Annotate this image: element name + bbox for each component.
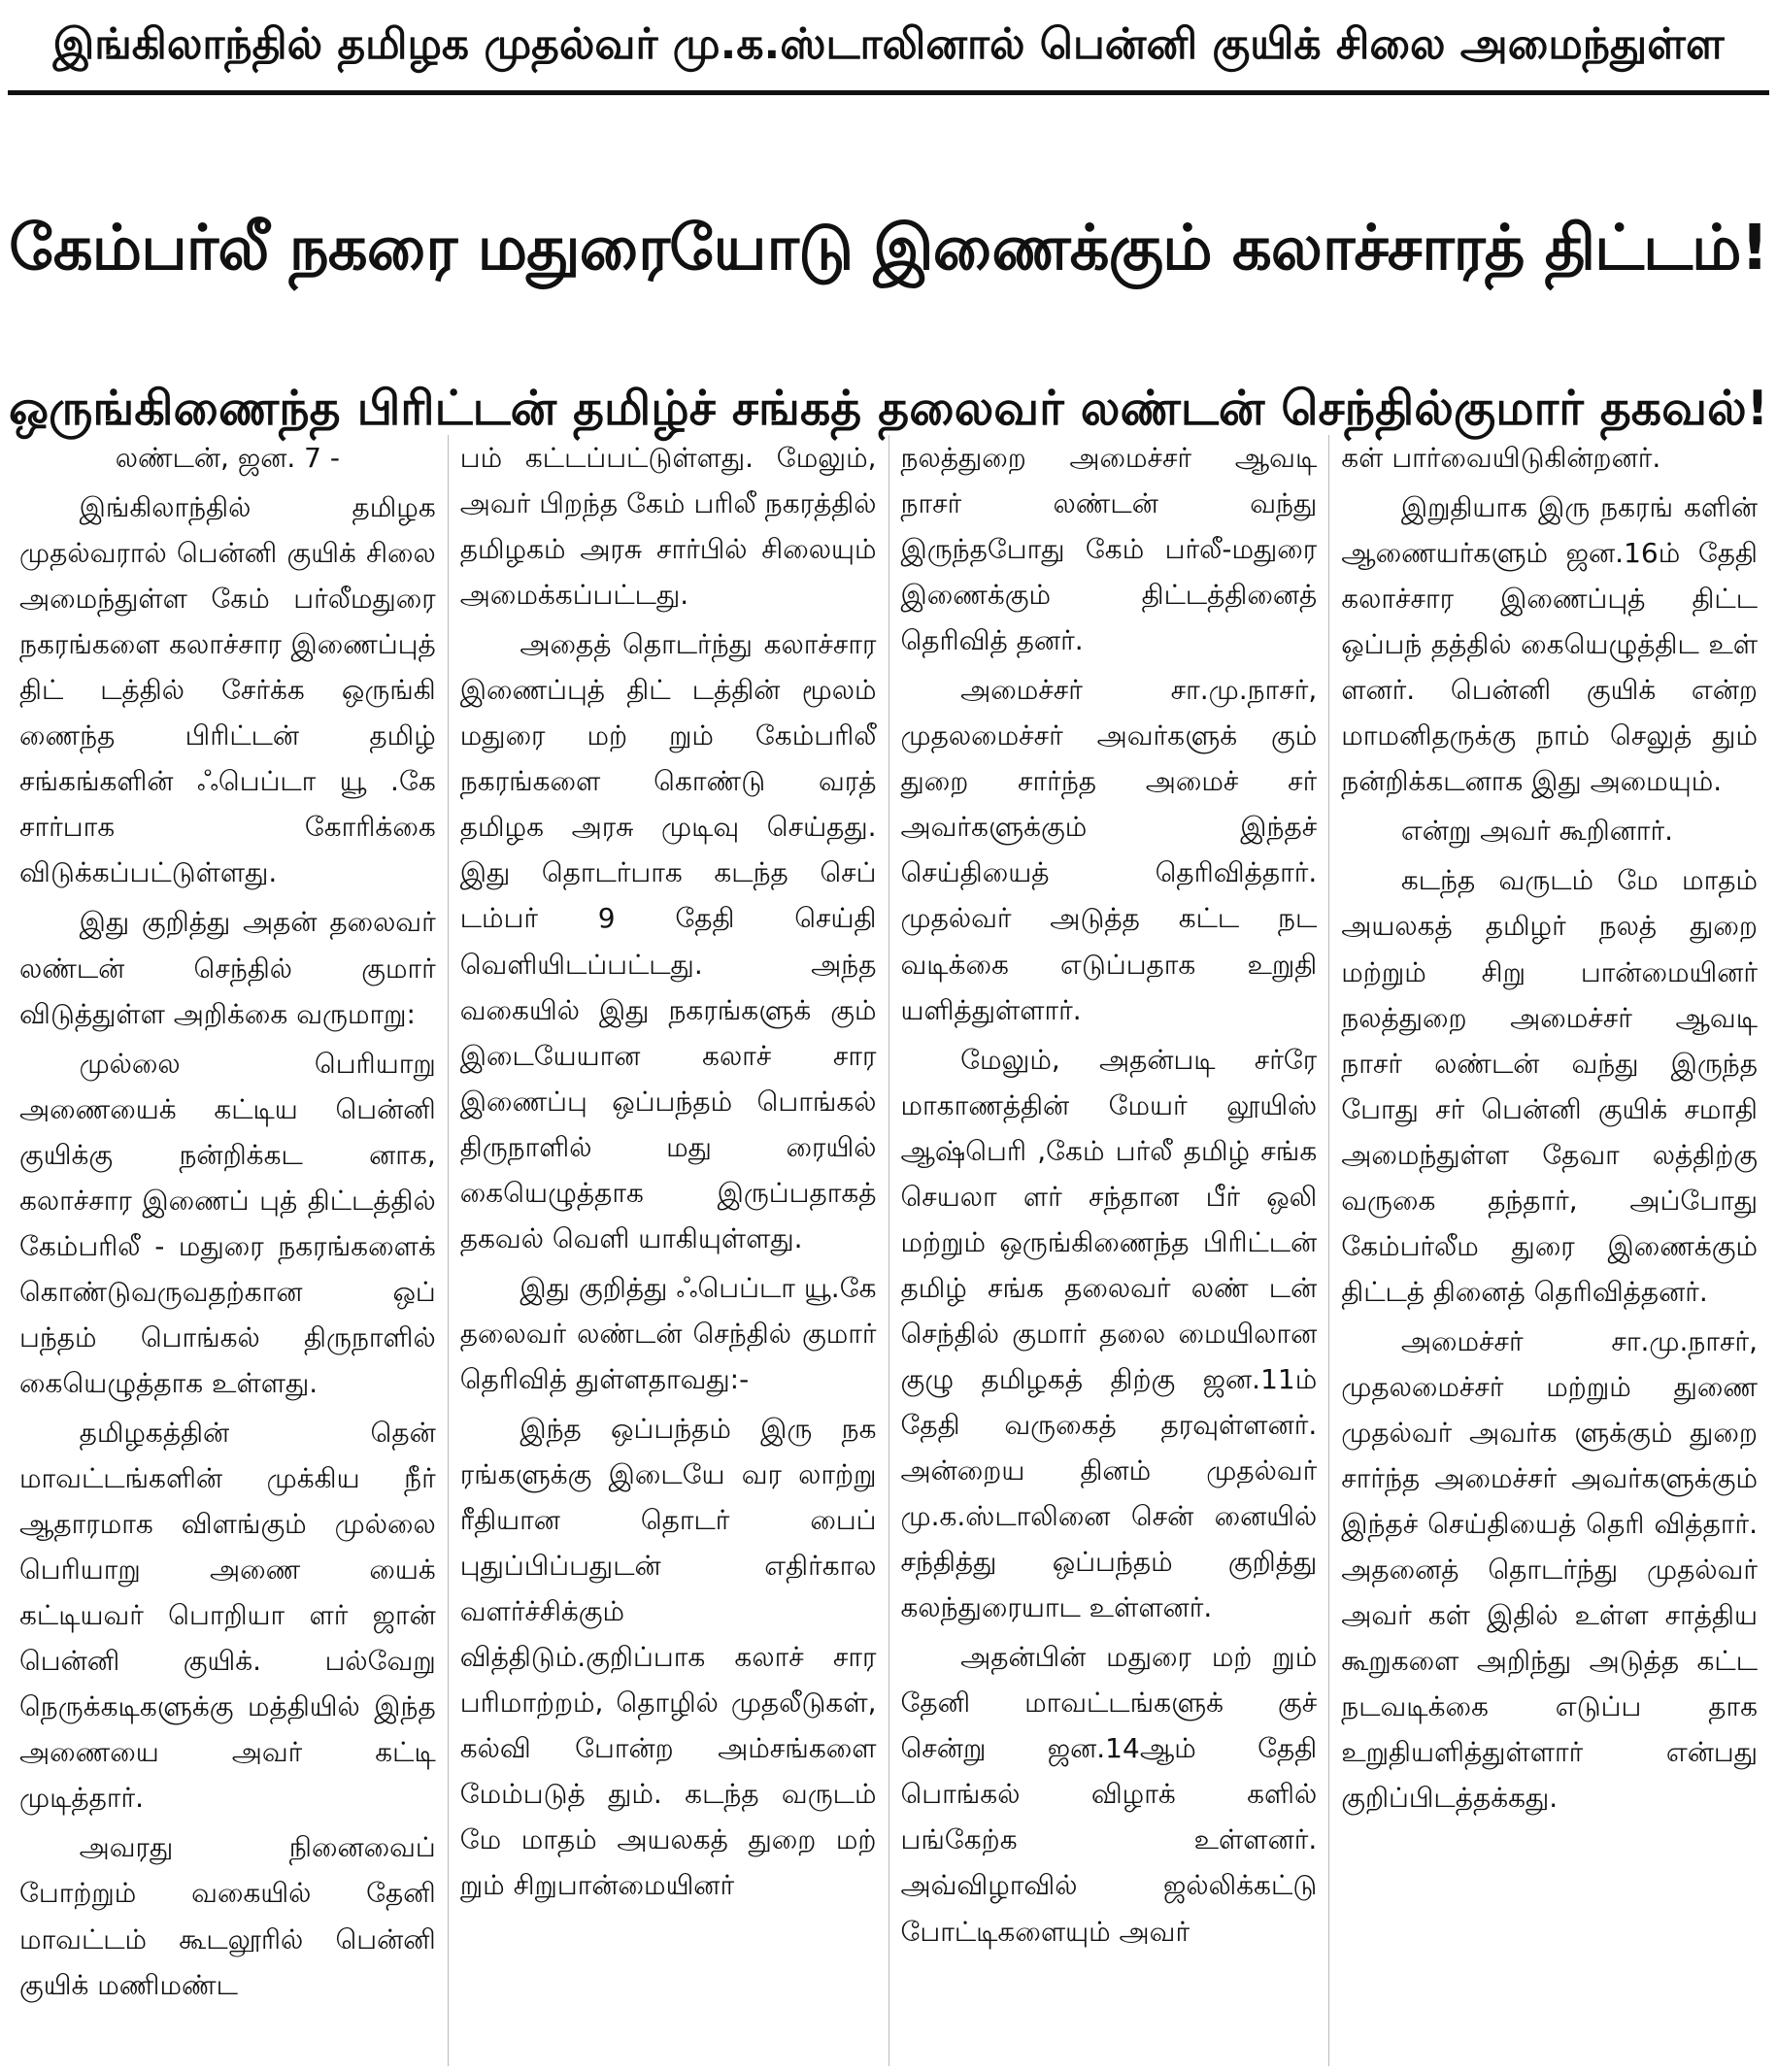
paragraph: இங்கிலாந்தில் தமிழக முதல்வரால் பென்னி குயிக் சிலை அமைந்துள்ள கேம் பர்லீமதுரை நகரங்களை கலாச்சார இணைப்புத் திட் டத்தில் சேர்க்க ஒருங்கி ணைந்த பிரிட்டன் தமிழ் சங்கங்களின் ஃபெப்டா யூ .கே சார்பாக கோரிக்கை விடுக்கப்பட்டுள்ளது. — [19, 491, 436, 889]
paragraph: பம் கட்டப்பட்டுள்ளது. மேலும், அவர் பிறந்த கேம் பரிலீ நகரத்தில் தமிழகம் அரசு சார்பில் சிலையும் அமைக்கப்பட்டது. — [459, 442, 877, 612]
paragraph: கடந்த வருடம் மே மாதம் அயலகத் தமிழர் நலத் துறை மற்றும் சிறு பான்மையினர் நலத்துறை அமைச்சர் ஆவடி நாசர் லண்டன் வந்து இருந்த போது சர் பென்னி குயிக் சமாதி அமைந்துள்ள தேவா லத்திற்கு வருகை தந்தார், அப்போது கேம்பர்லீம துரை இணைக்கும் திட்டத் தினைத் தெரிவித்தனர். — [1341, 864, 1758, 1308]
paragraph: அவரது நினைவைப் போற்றும் வகையில் தேனி மாவட்டம் கூடலூரில் பென்னி குயிக் மணிமண்ட — [19, 1831, 436, 2001]
paragraph: முல்லை பெரியாறு அணையைக் கட்டிய பென்னி குயிக்கு நன்றிக்கட னாக, கலாச்சார இணைப் புத் திட்டத்தில் கேம்பரிலீ - மதுரை நகரங்களைக் கொண்டுவருவதற்கான ஒப் பந்தம் பொங்கல் திருநாளில் கையெழுத்தாக உள்ளது. — [19, 1047, 436, 1399]
article-column-1 — [8, 435, 448, 2066]
paragraph: அதைத் தொடர்ந்து கலாச்சார இணைப்புத் திட் டத்தின் மூலம் மதுரை மற் றும் கேம்பரிலீ நகரங்களை கொண்டு வரத் தமிழக அரசு முடிவு செய்தது. இது தொடர்பாக கடந்த செப் டம்பர் 9 தேதி செய்தி வெளியிடப்பட்டது. அந்த வகையில் இது நகரங்களுக் கும் இடையேயான கலாச் சார இணைப்பு ஒப்பந்தம் பொங்கல் திருநாளில் மது ரையில் கையெழுத்தாக இருப்பதாகத் தகவல் வெளி யாகியுள்ளது. — [459, 628, 877, 1254]
paragraph: அமைச்சர் சா.மு.நாசர், முதலமைச்சர் மற்றும் துணை முதல்வர் அவர்க ளுக்கும் துறை சார்ந்த அமைச்சர் அவர்களுக்கும் இந்தச் செய்தியைத் தெரி வித்தார். அதனைத் தொடர்ந்து முதல்வர் அவர் கள் இதில் உள்ள சாத்திய கூறுகளை அறிந்து அடுத்த கட்ட நடவடிக்கை எடுப்ப தாக உறுதியளித்துள்ளார் என்பது குறிப்பிடத்தக்கது. — [1341, 1324, 1758, 1815]
paragraph: இந்த ஒப்பந்தம் இரு நக ரங்களுக்கு இடையே வர லாற்று ரீதியான தொடர் பைப் புதுப்பிப்பதுடன் எதிர்கால வளர்ச்சிக்கும் வித்திடும்.குறிப்பாக கலாச் சார பரிமாற்றம், தொழில் முதலீடுகள், கல்வி போன்ற அம்சங்களை மேம்படுத் தும். கடந்த வருடம் மே மாதம் அயலகத் துறை மற் றும் சிறுபான்மையினர் — [459, 1412, 877, 1902]
paragraph: தமிழகத்தின் தென் மாவட்டங்களின் முக்கிய நீர் ஆதாரமாக விளங்கும் முல்லை பெரியாறு அணை யைக் கட்டியவர் பொறியா ளர் ஜான் பென்னி குயிக். பல்வேறு நெருக்கடிகளுக்கு மத்தியில் இந்த அணையை அவர் கட்டி முடித்தார். — [19, 1416, 436, 1815]
paragraph: இறுதியாக இரு நகரங் களின் ஆணையர்களும் ஜன.16ம் தேதி கலாச்சார இணைப்புத் திட்ட ஒப்பந் தத்தில் கையெழுத்திட உள் ளனர். பென்னி குயிக் என்ற மாமனிதருக்கு நாம் செலுத் தும் நன்றிக்கடனாக இது அமையும். — [1341, 491, 1758, 798]
paragraph: இது குறித்து ஃபெப்டா யூ.கே தலைவர் லண்டன் செந்தில் குமார் தெரிவித் துள்ளதாவது:- — [459, 1271, 877, 1395]
article-column-3 — [888, 435, 1329, 2066]
dateline: லண்டன், ஜன. 7 - — [115, 442, 340, 474]
paragraph: மேலும், அதன்படி சர்ரே மாகாணத்தின் மேயர் லூயிஸ் ஆஷ்பெரி ,கேம் பர்லீ தமிழ் சங்க செயலா ளர் சந்தான பீர் ஒலி மற்றும் ஒருங்கிணைந்த பிரிட்டன் தமிழ் சங்க தலைவர் லண் டன் செந்தில் குமார் தலை மையிலான குழு தமிழகத் திற்கு ஜன.11ம் தேதி வருகைத் தரவுள்ளனர். அன்றைய தினம் முதல்வர் மு.க.ஸ்டாலினை சென் னையில் சந்தித்து ஒப்பந்தம் குறித்து கலந்துரையாட உள்ளனர். — [900, 1043, 1318, 1624]
article-body — [8, 435, 1769, 2066]
kicker-headline: இங்கிலாந்தில் தமிழக முதல்வர் மு.க.ஸ்டாலினால் பென்னி குயிக் சிலை அமைந்துள்ள — [52, 19, 1725, 69]
main-headline: கேம்பர்லீ நகரை மதுரையோடு இணைக்கும் கலாச்சாரத் திட்டம்! — [9, 212, 1768, 284]
article-column-4 — [1328, 435, 1769, 2066]
sub-headline: ஒருங்கிணைந்த பிரிட்டன் தமிழ்ச் சங்கத் தலைவர் லண்டன் செந்தில்குமார் தகவல்! — [8, 380, 1769, 436]
paragraph: அமைச்சர் சா.மு.நாசர், முதலமைச்சர் அவர்களுக் கும் துறை சார்ந்த அமைச் சர் அவர்களுக்கும் இந்தச் செய்தியைத் தெரிவித்தார். முதல்வர் அடுத்த கட்ட நட வடிக்கை எடுப்பதாக உறுதி யளித்துள்ளார். — [900, 674, 1318, 1026]
paragraph: கள் பார்வையிடுகின்றனர். — [1341, 442, 1661, 474]
paragraph: நலத்துறை அமைச்சர் ஆவடி நாசர் லண்டன் வந்து இருந்தபோது கேம் பர்லீ-மதுரை இணைக்கும் திட்டத்தினைத் தெரிவித் தனர். — [900, 442, 1318, 657]
article-column-2 — [448, 435, 888, 2066]
kicker-divider — [8, 90, 1769, 95]
paragraph: இது குறித்து அதன் தலைவர் லண்டன் செந்தில் குமார் விடுத்துள்ள அறிக்கை வருமாறு: — [19, 906, 436, 1030]
paragraph: அதன்பின் மதுரை மற் றும் தேனி மாவட்டங்களுக் குச் சென்று ஜன.14ஆம் தேதி பொங்கல் விழாக் களில் பங்கேற்க உள்ளனர். அவ்விழாவில் ஜல்லிக்கட்டு போட்டிகளையும் அவர் — [900, 1641, 1318, 1948]
paragraph: என்று அவர் கூறினார். — [1400, 815, 1674, 848]
